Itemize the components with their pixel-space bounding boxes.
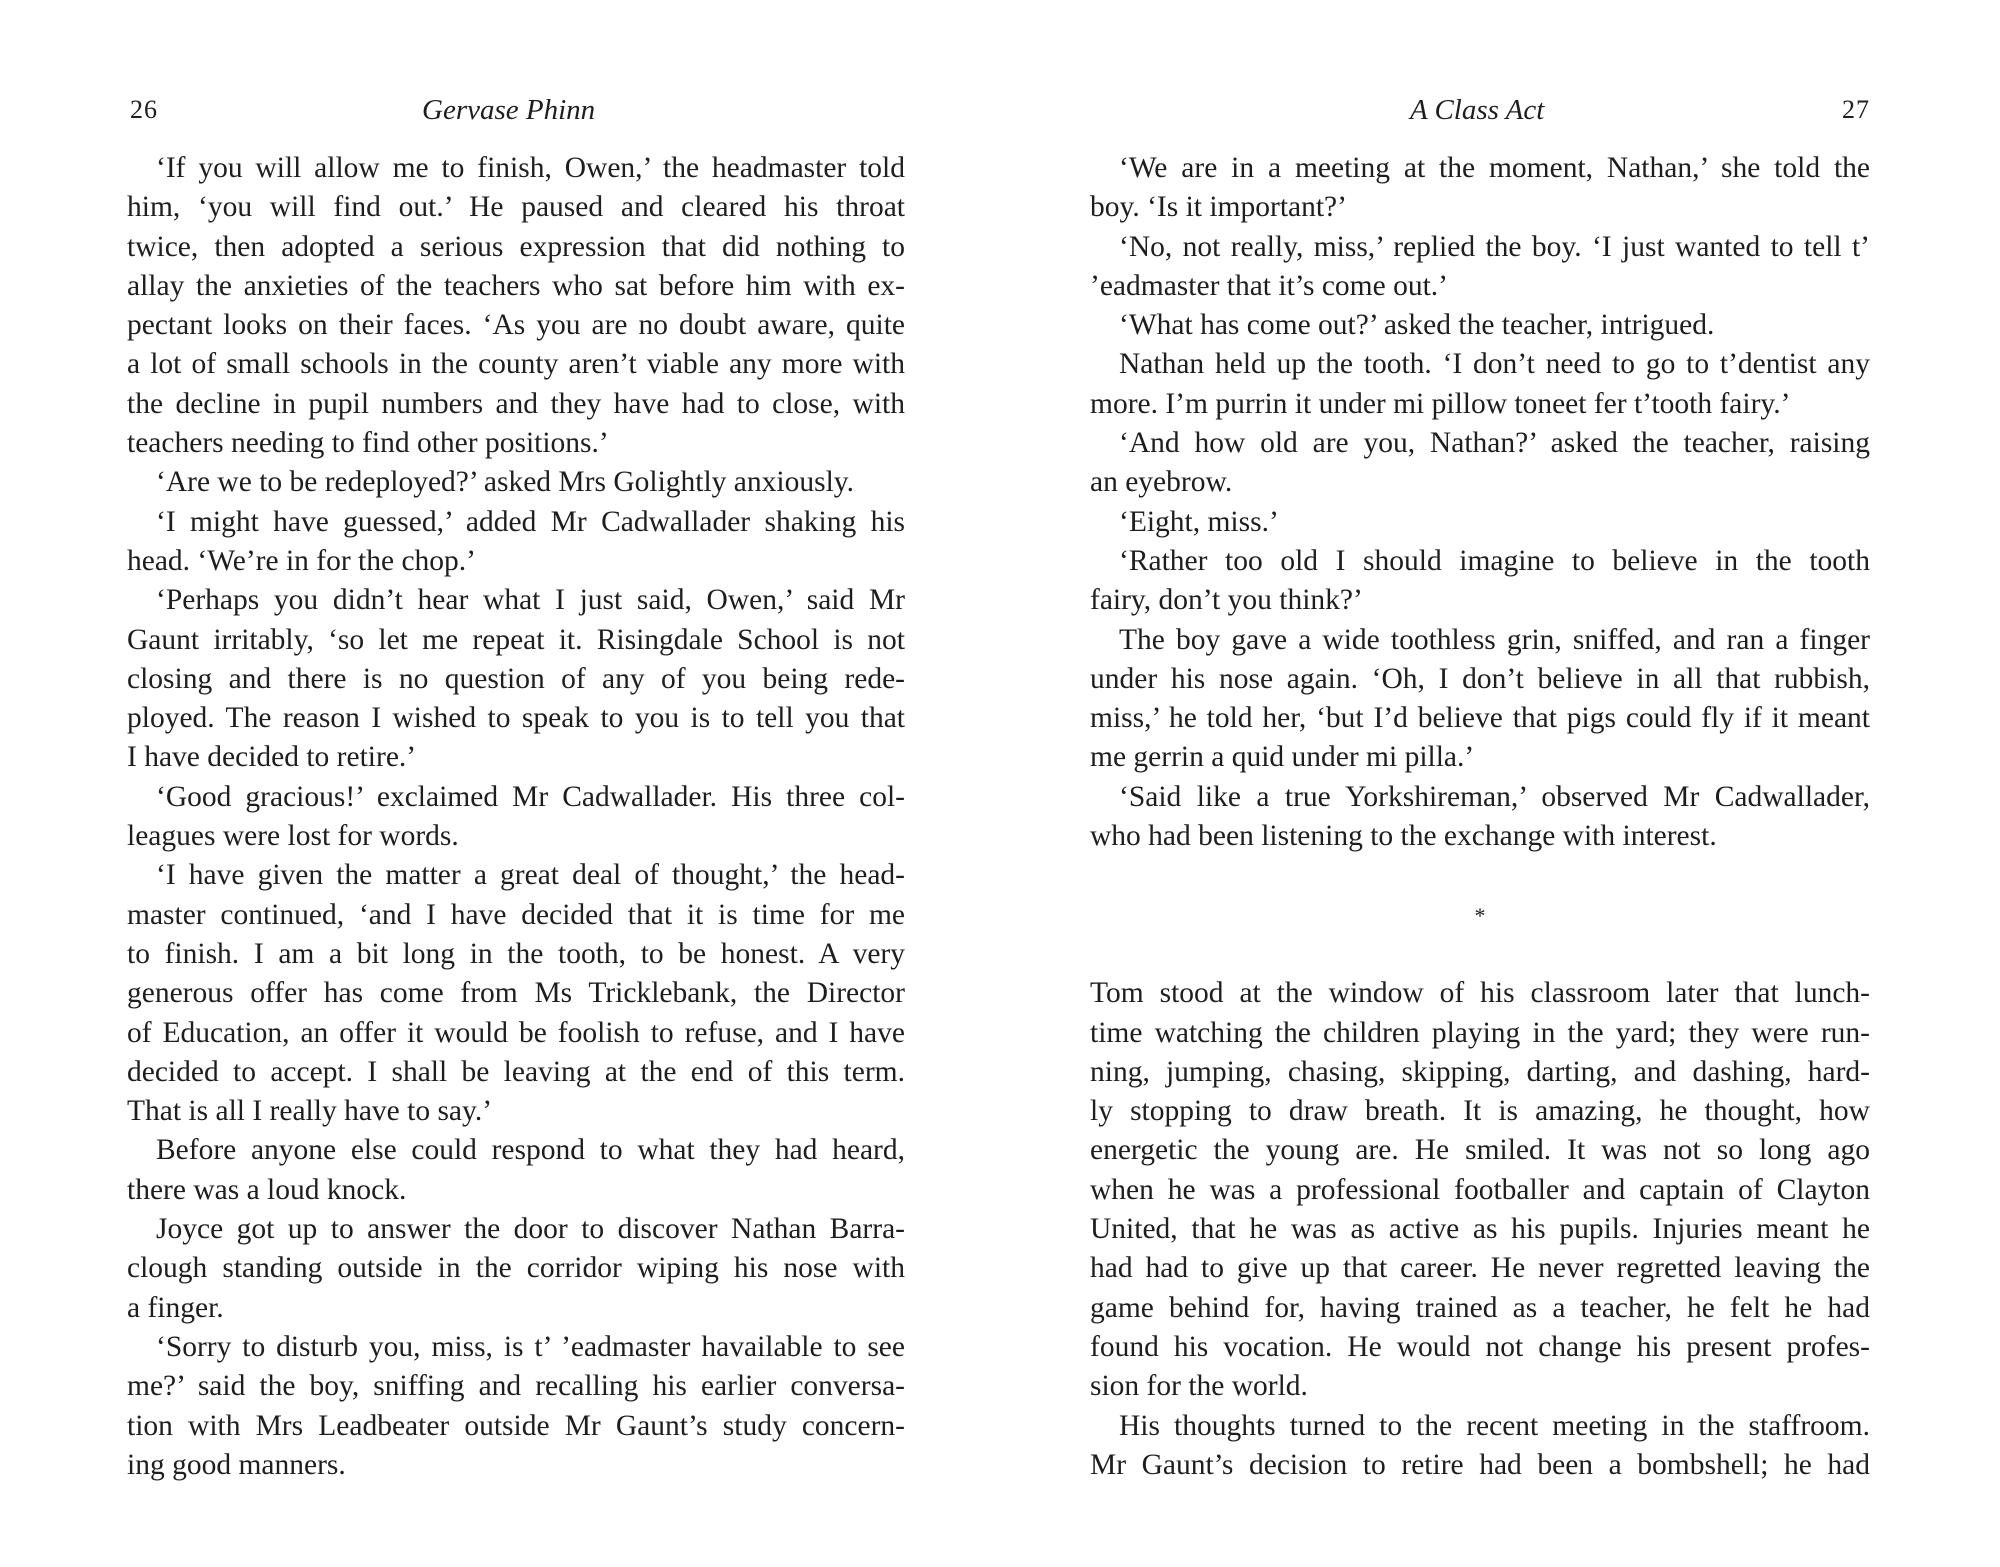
text-line: found his vocation. He would not change his present profes-	[1090, 1330, 1870, 1363]
right-page	[1000, 0, 2000, 1567]
text-line: I have decided to retire.’	[127, 741, 417, 774]
section-gap	[1090, 856, 1870, 895]
running-head-book-title: A Class Act	[1410, 94, 1545, 126]
text-line: ‘Rather too old I should imagine to believe in the tooth	[1119, 544, 1870, 577]
text-line: decided to accept. I shall be leaving at the end of this term.	[127, 1055, 905, 1088]
text-line: under his nose again. ‘Oh, I don’t believe in all that rubbish,	[1090, 662, 1870, 695]
text-line: the decline in pupil numbers and they have had to close, with	[127, 387, 905, 420]
text-line: an eyebrow.	[1090, 466, 1233, 499]
text-line: Gaunt irritably, ‘so let me repeat it. Risingdale School is not	[127, 623, 905, 656]
text-line: fairy, don’t you think?’	[1090, 584, 1363, 617]
text-line: ing good manners.	[127, 1448, 346, 1481]
text-line: Mr Gaunt’s decision to retire had been a bombshell; he had	[1090, 1448, 1870, 1481]
text-line: ‘Are we to be redeployed?’ asked Mrs Golightly anxiously.	[156, 466, 854, 499]
text-line: more. I’m purrin it under mi pillow toneet fer t’tooth fairy.’	[1090, 387, 1791, 420]
text-line: energetic the young are. He smiled. It was not so long ago	[1090, 1134, 1870, 1167]
text-line: ‘Said like a true Yorkshireman,’ observed Mr Cadwallader,	[1119, 780, 1870, 813]
text-line: ‘Eight, miss.’	[1119, 505, 1279, 538]
text-line: Before anyone else could respond to what they had heard,	[156, 1134, 905, 1167]
right-page-text	[1090, 149, 1870, 1485]
text-line: ‘I have given the matter a great deal of thought,’ the head-	[156, 859, 905, 892]
text-line: ployed. The reason I wished to speak to you is to tell you that	[127, 702, 905, 735]
text-line: ’eadmaster that it’s come out.’	[1090, 269, 1448, 302]
text-line: head. ‘We’re in for the chop.’	[127, 544, 477, 577]
text-line: Nathan held up the tooth. ‘I don’t need to go to t’dentist any	[1119, 348, 1870, 381]
text-line: there was a loud knock.	[127, 1173, 407, 1206]
text-line: master continued, ‘and I have decided that it is time for me	[127, 898, 905, 931]
text-line: ning, jumping, chasing, skipping, darting, and dashing, hard-	[1090, 1055, 1870, 1088]
text-line: ‘And how old are you, Nathan?’ asked the teacher, raising	[1119, 427, 1870, 460]
text-line: a finger.	[127, 1291, 224, 1324]
text-line: me gerrin a quid under mi pilla.’	[1090, 741, 1475, 774]
text-line: ly stopping to draw breath. It is amazing, he thought, how	[1090, 1095, 1870, 1128]
text-line: leagues were lost for words.	[127, 820, 459, 853]
text-line: ‘Good gracious!’ exclaimed Mr Cadwallader. His three col-	[156, 780, 905, 813]
text-line: ‘We are in a meeting at the moment, Nathan,’ she told the	[1119, 152, 1870, 184]
text-line: me?’ said the boy, sniffing and recalling his earlier conversa-	[127, 1370, 905, 1403]
text-line: ‘What has come out?’ asked the teacher, intrigued.	[1119, 309, 1715, 342]
text-line: pectant looks on their faces. ‘As you are no doubt aware, quite	[127, 309, 905, 342]
text-line: a lot of small schools in the county aren’t viable any more with	[127, 348, 905, 381]
text-line: twice, then adopted a serious expression that did nothing to	[127, 230, 905, 263]
running-head-author: Gervase Phinn	[422, 94, 596, 126]
section-break-asterisk: *	[1474, 902, 1486, 928]
text-line: ‘Sorry to disturb you, miss, is t’ ’eadmaster havailable to see	[156, 1330, 905, 1363]
page-number-left: 26	[130, 95, 158, 124]
text-line: ‘If you will allow me to finish, Owen,’ the headmaster told	[156, 152, 905, 184]
text-line: of Education, an offer it would be foolish to refuse, and I have	[127, 1016, 905, 1049]
text-line: had had to give up that career. He never regretted leaving the	[1090, 1252, 1870, 1285]
text-line: His thoughts turned to the recent meeting in the staffroom.	[1119, 1409, 1870, 1442]
text-line: clough standing outside in the corridor wiping his nose with	[127, 1252, 905, 1285]
text-line: boy. ‘Is it important?’	[1090, 191, 1347, 224]
page-number-right: 27	[1842, 95, 1870, 124]
text-line: miss,’ he told her, ‘but I’d believe that pigs could fly if it meant	[1090, 702, 1870, 735]
text-line: ‘No, not really, miss,’ replied the boy. ‘I just wanted to tell t’	[1119, 230, 1870, 263]
text-line: Tom stood at the window of his classroom later that lunch-	[1090, 977, 1870, 1010]
left-page-text	[127, 149, 905, 1485]
text-line: to finish. I am a bit long in the tooth, to be honest. A very	[127, 937, 905, 970]
text-line: when he was a professional footballer and captain of Clayton	[1090, 1173, 1870, 1206]
text-line: ‘I might have guessed,’ added Mr Cadwallader shaking his	[156, 505, 905, 538]
text-line: The boy gave a wide toothless grin, sniffed, and ran a finger	[1119, 623, 1870, 656]
text-line: teachers needing to find other positions.’	[127, 427, 609, 460]
text-line: generous offer has come from Ms Tricklebank, the Director	[127, 977, 905, 1010]
section-gap	[1090, 935, 1870, 974]
text-line: game behind for, having trained as a teacher, he felt he had	[1090, 1291, 1870, 1324]
text-line: That is all I really have to say.’	[127, 1095, 493, 1128]
text-line: who had been listening to the exchange with interest.	[1090, 820, 1717, 853]
text-line: closing and there is no question of any of you being rede-	[127, 662, 905, 695]
text-line: him, ‘you will find out.’ He paused and cleared his throat	[127, 191, 905, 224]
text-line: allay the anxieties of the teachers who sat before him with ex-	[127, 269, 905, 302]
text-line: sion for the world.	[1090, 1370, 1308, 1403]
text-line: time watching the children playing in the yard; they were run-	[1090, 1016, 1870, 1049]
text-line: United, that he was as active as his pupils. Injuries meant he	[1090, 1213, 1870, 1246]
text-line: tion with Mrs Leadbeater outside Mr Gaunt’s study concern-	[127, 1409, 905, 1442]
text-line: Joyce got up to answer the door to discover Nathan Barra-	[156, 1213, 905, 1246]
text-line: ‘Perhaps you didn’t hear what I just said, Owen,’ said Mr	[156, 584, 905, 617]
